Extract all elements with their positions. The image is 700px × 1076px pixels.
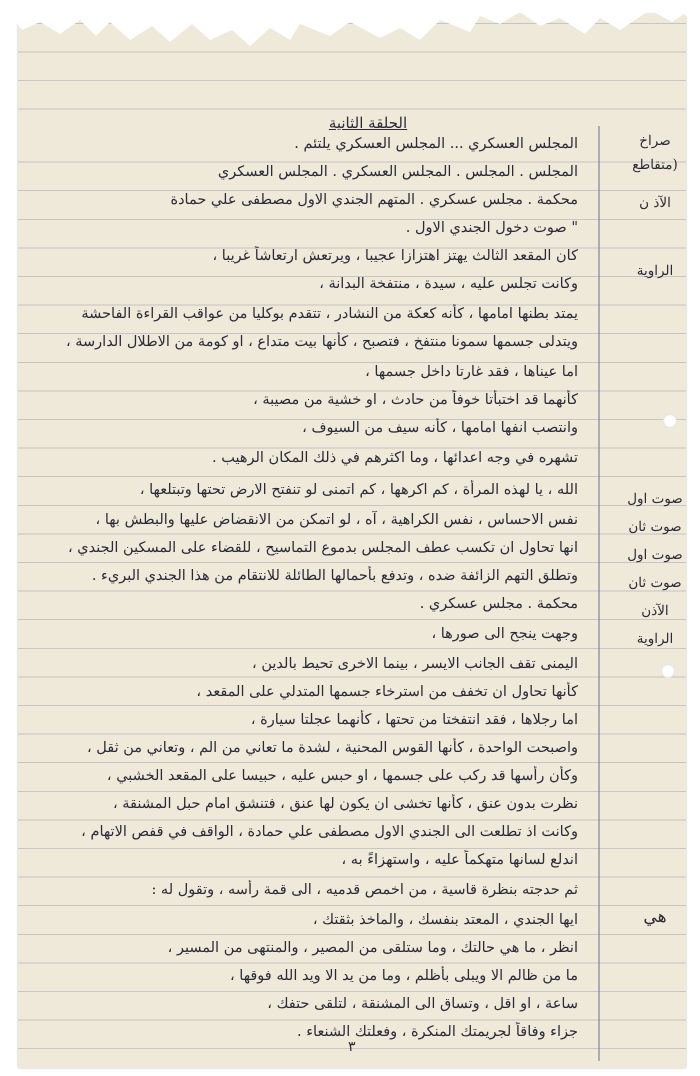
text-line: وكأن رأسها قد ركب على جسمها ، او حبس عليه ، حبيسا على المقعد الخشبي ، (106, 768, 578, 784)
speaker-label: صوت اول (627, 491, 683, 507)
text-line: اما رجلاها ، فقد انتفختا من تحتها ، كأنهما عجلتا سيارة ، (250, 712, 578, 728)
speaker-label: صوت اول (627, 547, 683, 563)
torn-edge (0, 0, 700, 60)
page-number: ٣ (348, 1039, 356, 1055)
text-line: ساعة ، او اقل ، وتساق الى المشنقة ، لتلقى حتفك ، (267, 996, 578, 1012)
text-line: الله ، يا لهذه المرأة ، كم اكرهها ، كم اتمنى لو تنفتح الارض تحتها وتبتلعها ، (139, 482, 578, 498)
text-line: كأنهما قد اختبأتا خوفاً من حادث ، او خشية من مصيبة ، (253, 392, 578, 408)
text-line: ويتدلى جسمها سمونا منتفخ ، فتصبح ، كأنها بيت متداع ، او كومة من الاطلال الدارسة ، (65, 334, 578, 350)
text-line: انها تحاول ان تكسب عطف المجلس بدموع التماسيح ، للقضاء على المسكين الجندي ، (67, 540, 578, 556)
text-line: وجهت ينجح الى صورها ، (431, 626, 578, 642)
paper-sheet (18, 14, 686, 1068)
text-line: وانتصب انفها امامها ، كأنه سيف من السيوف ، (302, 420, 578, 436)
punch-hole-upper (663, 414, 677, 428)
text-line: ايها الجندي ، المعتد بنفسك ، والماخذ بثقتك ، (312, 912, 578, 928)
text-line: ما من ظالم الا ويبلى بأظلم ، وما من يد الا ويد الله فوقها ، (229, 968, 578, 984)
text-line: واصبحت الواحدة ، كأنها القوس المحنية ، لشدة ما تعاني من الم ، وتعاني من ثقل ، (86, 740, 578, 756)
text-line: المجلس . المجلس . المجلس العسكري . المجلس العسكري (217, 164, 578, 180)
speaker-label: (متقاطع (632, 157, 678, 173)
text-line: اما عيناها ، فقد غارتا داخل جسمها ، (365, 364, 578, 380)
speaker-label: صوت ثان (628, 575, 682, 591)
text-line: محكمة . مجلس عسكري . (419, 596, 578, 612)
text-line: كأنها تحاول ان تخفف من استرخاء جسمها المتدلي على المقعد ، (196, 684, 578, 700)
text-line: نظرت بدون عنق ، كأنها تخشى ان يكون لها عنق ، فتنشق امام حبل المشنقة ، (112, 796, 578, 812)
text-line: وكانت تجلس عليه ، سيدة ، منتفخة البدانة ، (319, 276, 578, 292)
text-line: وكانت اذ تطلعت الى الجندي الاول مصطفى علي حمادة ، الواقف في قفص الاتهام ، (81, 824, 578, 840)
text-line: وتطلق التهم الزائفة ضده ، وتدفع بأحمالها الطائلة للانتقام من هذا الجندي البريء . (91, 568, 578, 584)
speaker-label: الآذن (641, 603, 669, 619)
text-line: ثم حدجته بنظرة قاسية ، من اخمص قدميه ، الى قمة رأسه ، وتقول له : (151, 882, 578, 898)
text-line: جزاء وفاقاً لجريمتك المنكرة ، وفعلتك الشنعاء . (297, 1024, 578, 1040)
speaker-label: الآذ ن (639, 195, 671, 211)
speaker-label: صراخ (639, 133, 671, 149)
page-title: الحلقة الثانية (328, 114, 408, 132)
text-line: يمتد بطنها امامها ، كأنه كعكة من النشادر ، تتقدم بوكليا من عواقب القراءة الفاحشة (81, 306, 578, 322)
text-line: محكمة . مجلس عسكري . المتهم الجندي الاول مصطفى علي حمادة (170, 192, 578, 208)
text-line: المجلس العسكري ... المجلس العسكري يلتئم . (294, 136, 578, 152)
text-line: نفس الاحساس ، نفس الكراهية ، آه ، لو اتمكن من الانقضاض عليها والبطش بها ، (95, 512, 578, 528)
speaker-label: الراوية (636, 631, 674, 647)
speaker-label: هي (643, 907, 667, 927)
text-line: تشهره في وجه اعدائها ، وما اكثرهم في ذلك المكان الرهيب . (212, 450, 578, 466)
text-line: كان المقعد الثالث يهتز اهتزازا عجيبا ، ويرتعش ارتعاشاً غريبا ، (212, 248, 578, 264)
text-line: " صوت دخول الجندي الاول . (405, 220, 578, 236)
speaker-label: صوت ثان (628, 519, 682, 535)
text-line: انظر ، ما هي حالتك ، وما ستلقى من المصير ، والمنتهى من المسير ، (167, 940, 578, 956)
text-line: اندلع لسانها متهكماً عليه ، واستهزاءً به ، (341, 852, 578, 868)
margin-line (598, 126, 600, 1061)
text-line: اليمنى تقف الجانب الايسر ، بينما الاخرى تحيط بالدين ، (252, 656, 578, 672)
speaker-label: الراوية (636, 263, 674, 279)
punch-hole-lower (661, 664, 675, 678)
